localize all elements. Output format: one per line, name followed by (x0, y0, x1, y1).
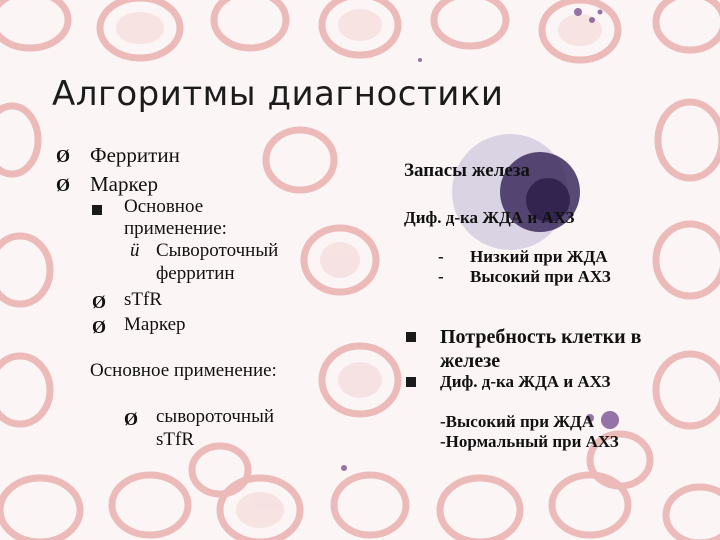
square-bullet-icon (92, 205, 102, 215)
usage-line1: сывороточный (156, 406, 275, 427)
high-acd: Высокий при АХЗ (470, 267, 611, 286)
arrow-bullet-icon: Ø (92, 317, 107, 337)
high-ida: -Высокий при ЖДА (440, 412, 595, 431)
checkmark-icon: ü (130, 240, 140, 261)
usage-line2: sTfR (156, 429, 194, 450)
arrow-bullet-icon: Ø (56, 146, 71, 166)
sub-label-line1: Основное (124, 196, 204, 217)
diff-diagnosis-1: Диф. д-ка ЖДА и АХЗ (404, 208, 575, 227)
heading-iron-stores: Запасы железа (404, 160, 530, 181)
low-ida: Низкий при ЖДА (470, 247, 608, 266)
diff-diagnosis-2: Диф. д-ка ЖДА и АХЗ (440, 372, 611, 391)
sub-label-line2: применение: (124, 218, 227, 239)
check-item-line1: Сывороточный (156, 240, 279, 261)
list-item-marker-2: Маркер (124, 314, 186, 335)
usage-label: Основное применение: (90, 360, 277, 381)
cell-need-line2: железе (440, 350, 501, 372)
check-item-line2: ферритин (156, 263, 235, 284)
list-item-ferritin: Ферритин (90, 143, 180, 167)
square-bullet-icon (406, 377, 416, 387)
arrow-bullet-icon: Ø (92, 292, 107, 312)
arrow-bullet-icon: Ø (56, 175, 71, 195)
square-bullet-icon (406, 332, 416, 342)
dash-bullet: - (438, 267, 444, 286)
page-title: Алгоритмы диагностики (52, 74, 504, 114)
cell-need-line1: Потребность клетки в (440, 326, 642, 348)
normal-acd: -Нормальный при АХЗ (440, 432, 619, 451)
list-item-marker: Маркер (90, 172, 158, 196)
arrow-bullet-icon: Ø (124, 409, 139, 429)
list-item-stfr: sTfR (124, 289, 162, 310)
dash-bullet: - (438, 247, 444, 266)
